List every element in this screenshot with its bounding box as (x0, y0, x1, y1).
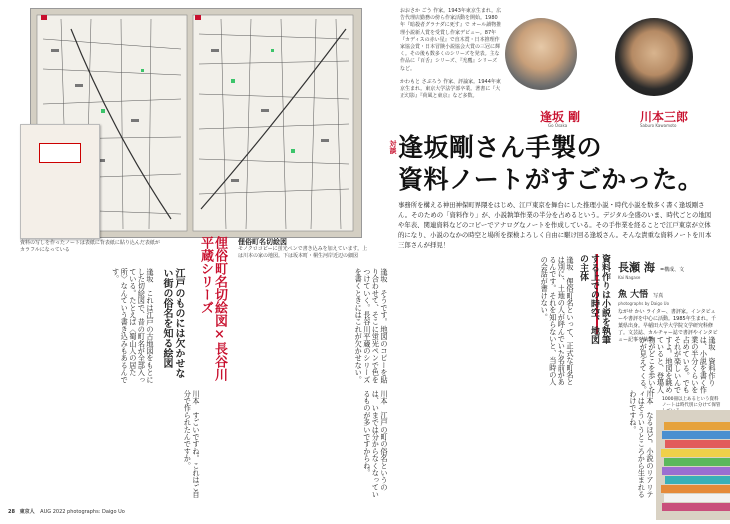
body-column-4: 川本 江戸の町の俗名というのは、いまでは分からなくなっているものが多いですからね。 (362, 390, 389, 498)
magazine-name: 東京人 (19, 509, 35, 515)
page-number: 28 (8, 509, 15, 515)
body-column-3: 逢坂 そうです。地図のコピーを貼り合わせて、そこに蛍光ペンで色をつけていく。長谷川平蔵のシリーズを書くときにはこれが欠かせない。 (354, 268, 389, 384)
body-column-7: 逢坂 資料作りは、小説を書く作業の半分くらいを占めている。でもそれが楽しいんですよ。地図を眺めていると、登場人物がどこを歩いたかが見えてくる。 (639, 336, 717, 394)
notebook-caption: 資料の写しを作ったノートは表紙に背表紙に貼り込んだ表紙がカラフルになっている (20, 240, 160, 253)
body-column-6: 川本 なるほど。小説のリアリティはそういうところから生まれるわけですね。 (628, 390, 655, 498)
profiles-blurb (400, 8, 502, 106)
footer-credit: AUG 2022 photographs: Daigo Uo (40, 509, 125, 515)
books-caption: 1000冊以上あるという資料ノートは時代別に分けて保管 (662, 397, 721, 408)
lead-paragraph: 事務所を構える神田神保町界隈をはじめ、江戸東京を舞台にした推理小説・時代小説を数多く書く逢坂剛さん。そのための「資料作り」が、小説執筆作業の半分を占めるという。デジタル全盛のいま、時代ごとの地図や年表、関連資料などのコピーでアナログなノートを作成している。その手作業を経ることで江戸東京が立体的になり、小説のなかの時空と場所を探検よろしく自由に駆け回る逢坂さん。そんな貴重な資料ノートを川本三郎さんが拝見！ (398, 201, 712, 249)
profile-kawamoto: かわもと さぶろう 作家、評論家。1944年東京生まれ。東京大学法学部卒業。著書に『大正幻影』『荷風と東京』など多数。 (400, 78, 501, 100)
writer-role: =構成、文 (659, 267, 685, 273)
name-kawamoto: 川本三郎 (640, 110, 689, 124)
map-sub-caption: モノクロコピーに蛍光ペンで書き込みを加えています。上は川本の家の地図。下は坂本町・桐生河岸近辺の細図 (238, 246, 368, 259)
body-column-2: 川本 すごいですね。これはご自分で作られたんですか。 (183, 390, 201, 498)
writer-romaji: Kai Nagase (618, 275, 641, 280)
photographer-romaji: photographs by Daigo Uo (618, 301, 670, 306)
notebook-photo (20, 124, 100, 239)
body-column-5: 逢坂 俚俗町名といって、正式な町名とは別に、土地の人が呼んでいた名前があるんです。それを知らないと、当時の人の会話が書けない。 (540, 256, 575, 386)
headline-line-2: 資料ノートがすごかった。 (398, 165, 704, 194)
page-footer (8, 508, 125, 515)
credit-block (618, 256, 718, 344)
body-column-1: 逢坂 これは江戸の古地図をもとにした切絵図で、昔の町名が全部入っている。たとえば〈蜀山人の居た所〉なんていう書き込みもあるんです。 (111, 268, 155, 384)
photographer-role: 写真 (653, 293, 664, 299)
writer-bio: ながせ かい ライター、書評家。インタビューや書評を中心に活動。1985年生まれ。千葉県出身。早稲田大学大学院文学研究科修了。文芸誌、カルチャー誌で書評やインタビュー記事を執筆。 (618, 309, 718, 343)
headline-line-1: 逢坂剛さん手製の (398, 133, 603, 162)
article-type-label: 対談 (389, 140, 397, 154)
romaji-kawamoto: Saburo Kawamoto (640, 123, 677, 128)
portrait-osaka (505, 18, 577, 90)
sub-heading: 資料作りは小説を執筆する上での時空、地図の主体 (578, 254, 610, 344)
headline (398, 132, 703, 196)
name-osaka: 逢坂 剛 (540, 110, 581, 124)
map-caption-title: 俚俗町名切絵図 (238, 238, 287, 246)
romaji-osaka: Go Osaka (548, 123, 568, 128)
portrait-kawamoto (615, 18, 693, 96)
profile-osaka: おおさか ごう 作家。1943年東京生まれ。広告代理店勤務の傍ら作家活動を開始。1980年『暗殺者グラナダに死す』で オール讀物推理小説新人賞を受賞し作家デビュー。87年『カディスの赤い星』で直木賞・日本推理作家協会賞・日本冒険小説協会大賞の三冠に輝く。その後も数多くのシリーズを発表。主な作品に『百舌』シリーズ、『禿鷹』シリーズなど。 (400, 8, 502, 72)
photographer-name: 魚 大悟 (618, 290, 649, 300)
notebook-label (39, 143, 81, 163)
books-photo (656, 410, 730, 520)
section-heading: 江戸のものには欠かせない街の俗名を知る絵図 (161, 268, 184, 378)
series-title: 俚俗町名切絵図×長谷川平蔵シリーズ (198, 236, 227, 381)
writer-name: 長瀬 海 (618, 261, 655, 274)
books-illustration (656, 410, 730, 520)
